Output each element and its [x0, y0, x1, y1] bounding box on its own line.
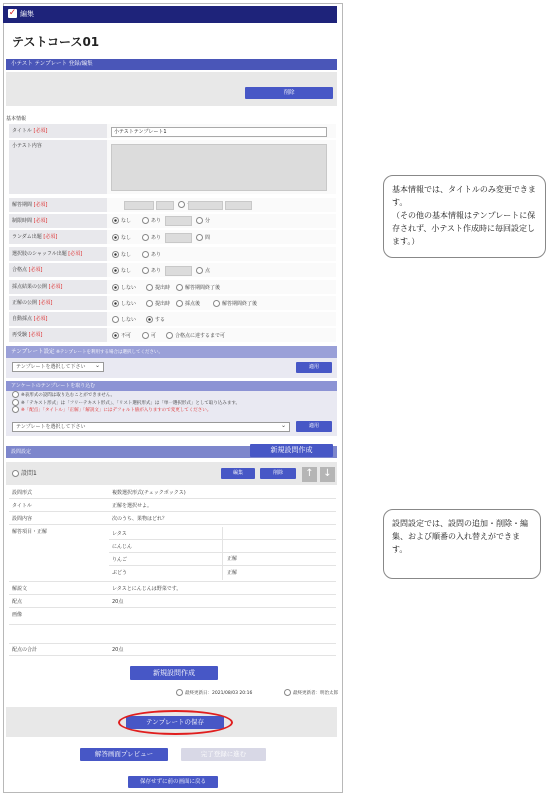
auto-score-do-radio[interactable]: する	[146, 316, 165, 324]
template-apply-button[interactable]: 適用	[296, 362, 332, 373]
content-label: 小テスト内容	[9, 140, 107, 194]
publish-result-not-radio[interactable]: しない	[112, 284, 136, 292]
answers-table	[109, 527, 336, 581]
question-row-format: 設問形式 複数選択形式(チェックボックス)	[9, 487, 336, 499]
delete-question-button[interactable]: 削除	[260, 468, 296, 479]
survey-import-bar: アンケートのテンプレートを取り込む	[6, 381, 337, 391]
total-points-row: 配点の合計 20点	[9, 643, 336, 656]
survey-note-3: ※「配点」「タイトル」「正解」「解説文」にはデフォルト値が入りますので変更してください。	[12, 406, 211, 415]
publish-answer-submit-radio[interactable]: 提出時	[146, 300, 170, 308]
delete-button[interactable]: 削除	[245, 87, 333, 99]
unit-minutes: 分	[196, 217, 210, 225]
image-row: 画像	[9, 609, 336, 625]
explanation-row: 解説文 レタスとにんじんは野菜です。	[9, 583, 336, 595]
answer-row: レタス	[109, 527, 336, 540]
period-start-time[interactable]	[156, 201, 174, 210]
back-without-saving-button[interactable]: 保存せずに前の画面に戻る	[128, 776, 218, 788]
time-limit-yes-radio[interactable]: あり	[142, 217, 161, 225]
publish-answer-row: 正解の公開 [必須]	[9, 296, 336, 311]
template-select[interactable]: テンプレートを選択して下さい ⌄	[12, 362, 104, 372]
shuffle-row: 選択肢のシャッフル出題 [必須]	[9, 247, 336, 262]
basic-info-heading: 基本情報	[6, 116, 27, 122]
move-down-icon[interactable]: ↓	[320, 467, 335, 482]
move-up-icon[interactable]: ↑	[302, 467, 317, 482]
unit-points: 点	[196, 267, 210, 275]
top-header-bar	[3, 6, 337, 23]
last-updated-date: 最終更新日：2021/08/03 20:16	[176, 689, 252, 698]
preview-button[interactable]: 解答画面プレビュー	[80, 748, 168, 761]
time-limit-row: 制限時間 [必須]	[9, 214, 336, 229]
checkbox-logo-icon: ✓	[8, 7, 17, 18]
content-textarea[interactable]	[111, 144, 327, 191]
spacer-row	[9, 625, 336, 642]
survey-apply-button[interactable]: 適用	[296, 421, 332, 432]
title-label: タイトル [必須]	[9, 124, 107, 138]
random-none-radio[interactable]: なし	[112, 234, 131, 242]
publish-answer-scored-radio[interactable]: 採点後	[176, 300, 200, 308]
period-end-date[interactable]	[188, 201, 223, 210]
auto-score-not-radio[interactable]: しない	[112, 316, 136, 324]
period-end-time[interactable]	[225, 201, 252, 210]
publish-answer-not-radio[interactable]: しない	[112, 300, 136, 308]
retake-row: 再受験 [必須]	[9, 328, 336, 343]
period-label: 解答期間 [必須]	[9, 198, 107, 212]
title-input[interactable]: 小テストテンプレート1	[111, 127, 327, 137]
answer-row: にんじん	[109, 540, 336, 553]
retake-ok-radio[interactable]: 可	[142, 332, 156, 340]
pass-yes-radio[interactable]: あり	[142, 267, 161, 275]
edit-question-button[interactable]: 編集	[221, 468, 255, 479]
retake-until-pass-radio[interactable]: 合格点に達するまで可	[166, 332, 225, 340]
question-title: 設問1	[12, 470, 37, 478]
survey-note-2: ※「テキスト形式」は「フリーテキスト形式」、「リスト選択形式」は「単一選択形式」として取り込みます。	[12, 399, 240, 408]
random-row: ランダム出題 [必須]	[9, 230, 336, 245]
publish-result-row: 採点結果の公開 [必須]	[9, 280, 336, 295]
shuffle-none-radio[interactable]: なし	[112, 251, 131, 259]
pass-row: 合格点 [必須]	[9, 263, 336, 278]
survey-note-1: ※表形式の設問は取り込むことができません。	[12, 391, 115, 400]
survey-template-select[interactable]: テンプレートを選択して下さい ⌄	[12, 422, 290, 432]
save-template-button[interactable]: テンプレートの保存	[126, 716, 224, 729]
new-question-button-top[interactable]: 新規設問作成	[250, 444, 333, 457]
last-updated-by: 最終更新者：明治太郎	[284, 689, 338, 698]
publish-answer-period-end-radio[interactable]: 解答期間終了後	[213, 300, 257, 308]
answer-row: りんご 正解	[109, 553, 336, 566]
time-limit-input[interactable]	[165, 216, 192, 226]
period-start-date[interactable]	[124, 201, 154, 210]
pass-none-radio[interactable]: なし	[112, 267, 131, 275]
question-settings-bar: 設問設定	[6, 446, 337, 458]
question-row-title: タイトル 正解を選択せよ。	[9, 500, 336, 512]
publish-result-submit-radio[interactable]: 提出時	[146, 284, 170, 292]
auto-score-row: 自動採点 [必須]	[9, 312, 336, 327]
page-subtitle-bar: 小テスト テンプレート 登録/編集	[6, 59, 337, 70]
course-title: テストコース01	[12, 35, 100, 49]
answers-block: 解答項目・正解	[9, 526, 336, 582]
pass-score-input[interactable]	[165, 266, 192, 276]
template-setting-bar: テンプレート設定 ※テンプレートを利用する場合は選択してください。	[6, 346, 337, 358]
header-title: 編集	[20, 10, 34, 18]
question-row-content: 設問内容 次のうち、果物はどれ？	[9, 513, 336, 525]
answer-row: ぶどう 正解	[109, 566, 336, 580]
proceed-button[interactable]: 完了登録に進む	[181, 748, 266, 761]
new-question-button-bottom[interactable]: 新規設問作成	[130, 666, 218, 680]
random-yes-radio[interactable]: あり	[142, 234, 161, 242]
time-limit-none-radio[interactable]: なし	[112, 217, 131, 225]
random-count-input[interactable]	[165, 233, 192, 243]
highlight-oval	[118, 710, 233, 735]
basic-info-callout: 基本情報では、タイトルのみ変更できます。 （その他の基本情報はテンプレートに保存されず、小テスト作成時に毎回設定します。）	[383, 175, 546, 258]
shuffle-yes-radio[interactable]: あり	[142, 251, 161, 259]
unit-questions: 問	[196, 234, 210, 242]
publish-result-period-end-radio[interactable]: 解答期間終了後	[176, 284, 220, 292]
retake-no-radio[interactable]: 不可	[112, 332, 131, 340]
question-settings-callout: 設問設定では、設問の追加・削除・編集、および順番の入れ替えができます。	[383, 509, 541, 579]
points-row: 配点 20点	[9, 596, 336, 608]
